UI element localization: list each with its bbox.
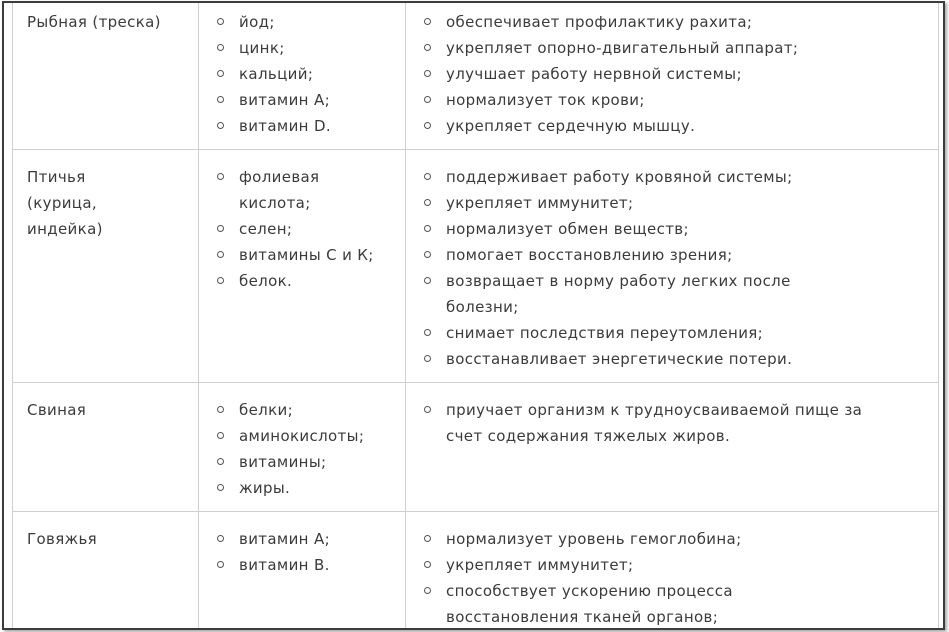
component-item: йод; <box>213 9 395 35</box>
component-item: витамин А; <box>213 87 395 113</box>
component-item: селен; <box>213 216 391 242</box>
benefits-cell <box>406 150 939 383</box>
benefits-list <box>420 9 928 139</box>
benefit-item: снимает последствия переутомления; <box>420 320 858 346</box>
benefit-item: укрепляет иммунитет; <box>420 190 858 216</box>
broth-benefits-table <box>12 1 939 630</box>
broth-type-cell <box>13 512 199 631</box>
component-item: цинк; <box>213 35 395 61</box>
benefits-list <box>420 397 868 449</box>
benefit-item: обеспечивает профилактику рахита; <box>420 9 928 35</box>
broth-type-cell <box>13 1 199 150</box>
component-item: аминокислоты; <box>213 423 395 449</box>
component-item: витамины С и К; <box>213 242 391 268</box>
components-cell <box>199 150 406 383</box>
components-cell <box>199 512 406 631</box>
benefit-item: нормализует ток крови; <box>420 87 928 113</box>
benefit-item: возвращает в норму работу легких после болезни; <box>420 268 858 320</box>
component-item: витамин В. <box>213 552 395 578</box>
benefit-item: нормализует уровень гемоглобина; <box>420 526 818 552</box>
components-list <box>213 164 391 294</box>
screenshot-frame <box>2 1 945 630</box>
component-item: фолиевая кислота; <box>213 164 391 216</box>
benefit-item: восстанавливает энергетические потери. <box>420 346 858 372</box>
benefit-item: способствует ускорению процесса восстановления тканей органов; <box>420 578 818 630</box>
table-row <box>13 1 939 150</box>
benefit-item: укрепляет сердечную мышцу. <box>420 113 928 139</box>
components-list <box>213 9 395 139</box>
broth-type-label: Говяжья <box>27 530 98 548</box>
component-item: белки; <box>213 397 395 423</box>
benefit-item: помогает восстановлению зрения; <box>420 242 858 268</box>
broth-type-label: Свиная <box>27 401 87 419</box>
component-item: кальций; <box>213 61 395 87</box>
component-item: витамин А; <box>213 526 395 552</box>
benefit-item: улучшает работу нервной системы; <box>420 61 928 87</box>
components-cell <box>199 1 406 150</box>
benefit-item: укрепляет опорно-двигательный аппарат; <box>420 35 928 61</box>
benefits-cell <box>406 1 939 150</box>
components-cell <box>199 383 406 512</box>
table-row <box>13 512 939 631</box>
benefits-list <box>420 526 818 630</box>
benefits-cell <box>406 512 939 631</box>
benefits-cell <box>406 383 939 512</box>
broth-type-cell <box>13 150 199 383</box>
table-row <box>13 150 939 383</box>
component-item: жиры. <box>213 475 395 501</box>
benefit-item: нормализует обмен веществ; <box>420 216 858 242</box>
benefit-item: укрепляет иммунитет; <box>420 552 818 578</box>
component-item: белок. <box>213 268 391 294</box>
benefit-item: поддерживает работу кровяной системы; <box>420 164 858 190</box>
broth-type-label: Рыбная (треска) <box>27 13 161 31</box>
component-item: витамины; <box>213 449 395 475</box>
benefits-list <box>420 164 858 372</box>
broth-type-label: Птичья (курица, индейка) <box>27 168 103 238</box>
broth-type-cell <box>13 383 199 512</box>
table-row <box>13 383 939 512</box>
components-list <box>213 526 395 578</box>
components-list <box>213 397 395 501</box>
component-item: витамин D. <box>213 113 395 139</box>
benefit-item: приучает организм к трудноусваиваемой пище за счет содержания тяжелых жиров. <box>420 397 868 449</box>
